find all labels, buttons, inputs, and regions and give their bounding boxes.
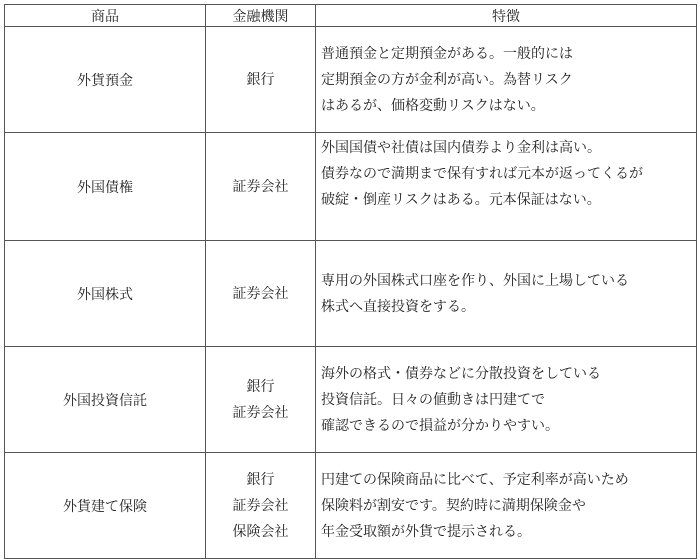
product-cell: 外国株式	[5, 241, 206, 347]
institution-cell	[206, 347, 316, 453]
feature-line: 破綻・倒産リスクはある。元本保証はない。	[321, 192, 601, 208]
institution-line: 証券会社	[232, 404, 289, 421]
institution-line: 証券会社	[232, 285, 289, 302]
feature-line: 債券なので満期まで保有すれば元本が返ってくるが	[321, 166, 643, 182]
institution-line: 証券会社	[232, 497, 289, 514]
feature-line: 年金受取額が外貨で提示される。	[321, 523, 531, 540]
header-feature: 特徴	[316, 5, 697, 27]
feature-line: 確認できるので損益が分かりやすい。	[321, 417, 559, 434]
table-row	[5, 133, 697, 241]
header-row	[5, 5, 697, 27]
institution-cell	[206, 241, 316, 347]
product-cell: 外国債権	[5, 133, 206, 241]
table-row	[5, 27, 697, 133]
feature-line: 定期預金の方が金利が高い。為替リスク	[321, 71, 573, 88]
institution-line: 銀行	[246, 71, 275, 88]
feature-line: 投資信託。日々の値動きは円建てで	[321, 391, 545, 408]
feature-line: 円建ての保険商品に比べて、予定利率が高いため	[321, 471, 629, 488]
feature-cell	[316, 453, 697, 559]
header-product: 商品	[5, 5, 206, 27]
table-row	[5, 347, 697, 453]
feature-line: 海外の格式・債券などに分散投資をしている	[321, 365, 601, 382]
feature-line: 外国国債や社債は国内債券より金利は高い。	[321, 140, 601, 156]
feature-cell	[316, 27, 697, 133]
feature-cell	[316, 347, 697, 453]
product-cell: 外貨建て保険	[5, 453, 206, 559]
feature-line: はあるが、価格変動リスクはない。	[321, 97, 545, 114]
feature-cell	[316, 241, 697, 347]
table-row	[5, 453, 697, 559]
institution-cell	[206, 133, 316, 241]
institution-line: 証券会社	[232, 178, 289, 195]
institution-line: 銀行	[246, 378, 275, 395]
feature-line: 株式へ直接投資をする。	[321, 298, 475, 315]
table-row	[5, 241, 697, 347]
product-comparison-table	[4, 4, 697, 559]
institution-line: 銀行	[246, 471, 275, 488]
feature-line: 専用の外国株式口座を作り、外国に上場している	[321, 272, 629, 289]
feature-cell	[316, 133, 697, 241]
product-cell: 外貨預金	[5, 27, 206, 133]
feature-line: 普通預金と定期預金がある。一般的には	[321, 45, 573, 62]
institution-cell	[206, 27, 316, 133]
institution-line: 保険会社	[232, 523, 289, 540]
institution-cell	[206, 453, 316, 559]
feature-line: 保険料が割安です。契約時に満期保険金や	[321, 497, 586, 514]
header-institution: 金融機関	[206, 5, 316, 27]
product-cell: 外国投資信託	[5, 347, 206, 453]
